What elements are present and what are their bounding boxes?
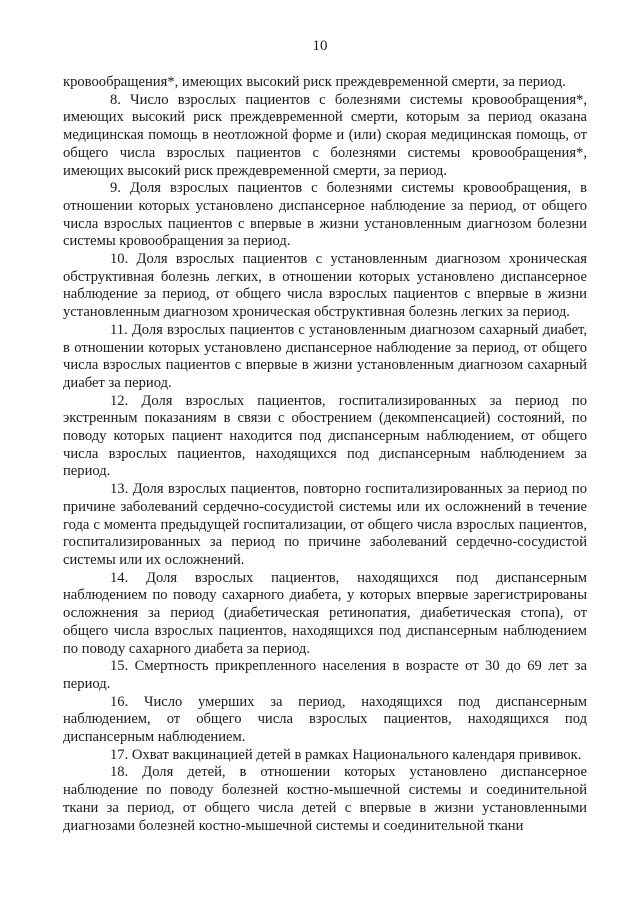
paragraph-item-10: 10. Доля взрослых пациентов с установленным диагнозом хроническая обструктивная болезнь легких, в отношении которых установлено диспансерное наблюдение за период, от общего числа взрослых пациентов с впервые в жизни установленным диагнозом хроническая обструктивная болезнь легких за период. bbox=[63, 251, 587, 321]
paragraph-continuation: кровообращения*, имеющих высокий риск преждевременной смерти, за период. bbox=[63, 74, 566, 90]
document-body bbox=[63, 74, 587, 835]
paragraph-item-11: 11. Доля взрослых пациентов с установленным диагнозом сахарный диабет, в отношении которых установлено диспансерное наблюдение за период, от общего числа взрослых пациентов с впервые в жизни установленным диагнозом сахарный диабет за период. bbox=[63, 321, 587, 391]
paragraph-item-17: 17. Охват вакцинацией детей в рамках Национального календаря прививок. bbox=[110, 746, 582, 763]
paragraph-item-8: 8. Число взрослых пациентов с болезнями системы кровообращения*, имеющих высокий риск преждевременной смерти, которым за период оказана медицинская помощь в неотложной форме и (или) скорая медицинская помощь, от общего числа взрослых пациентов с болезнями системы кровообращения*, имеющих высокий риск преждевременной смерти, за период. bbox=[63, 91, 587, 179]
paragraph-item-16: 16. Число умерших за период, находящихся под диспансерным наблюдением, от общего числа взрослых пациентов, находящихся под диспансерным наблюдением. bbox=[63, 693, 587, 746]
paragraph-item-12: 12. Доля взрослых пациентов, госпитализированных за период по экстренным показаниям в связи с обострением (декомпенсацией) состояний, по поводу которых пациент находится под диспансерным наблюдением, от общего числа взрослых пациентов, находящихся под диспансерным наблюдением за период. bbox=[63, 392, 587, 480]
paragraph-item-13: 13. Доля взрослых пациентов, повторно госпитализированных за период по причине заболеваний сердечно-сосудистой системы или их осложнений в течение года с момента предыдущей госпитализации, от общего числа взрослых пациентов, госпитализированных за период по причине заболеваний сердечно-сосудистой системы или их осложнений. bbox=[63, 481, 587, 568]
page-number: 10 bbox=[312, 38, 328, 54]
paragraph-item-14: 14. Доля взрослых пациентов, находящихся под диспансерным наблюдением по поводу сахарного диабета, у которых впервые зарегистрированы осложнения за период (диабетическая ретинопатия, диабетическая стопа), от общего числа взрослых пациентов, находящихся под диспансерным наблюдением по поводу сахарного диабета за период. bbox=[63, 569, 587, 657]
paragraph-item-9: 9. Доля взрослых пациентов с болезнями системы кровообращения, в отношении которых установлено диспансерное наблюдение за период, от общего числа взрослых пациентов с впервые в жизни установленным диагнозом болезни системы кровообращения за период. bbox=[63, 180, 587, 250]
paragraph-item-18: 18. Доля детей, в отношении которых установлено диспансерное наблюдение по поводу болезней костно-мышечной системы и соединительной ткани за период, от общего числа детей с впервые в жизни установленными диагнозами болезней костно-мышечной системы и соединительной ткани bbox=[63, 764, 587, 834]
paragraph-item-15: 15. Смертность прикрепленного населения в возрасте от 30 до 69 лет за период. bbox=[63, 658, 587, 692]
